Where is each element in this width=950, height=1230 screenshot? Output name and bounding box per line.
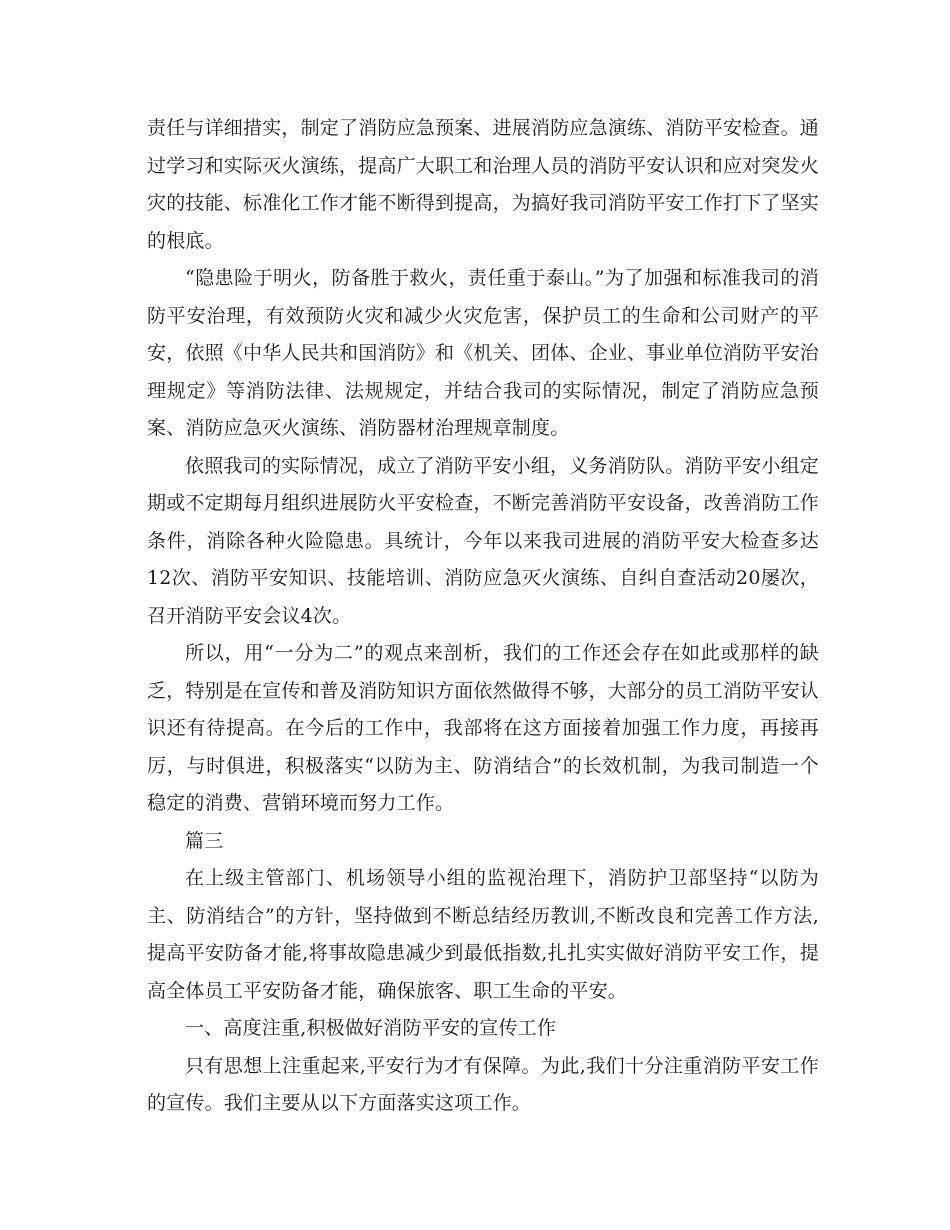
paragraph-3: 依照我司的实际情况，成立了消防平安小组，义务消防队。消防平安小组定期或不定期每月组织进展防火平安检查，不断完善消防平安设备，改善消防工作条件，消除各种火险隐患。具统计，今年以来我司进展的消防平安大检查多达12次、消防平安知识、技能培训、消防应急灭火演练、自纠自查活动20屡次，召开消防平安会议4次。: [147, 454, 820, 627]
paragraph-1: 责任与详细措实，制定了消防应急预案、进展消防应急演练、消防平安检查。通过学习和实际灭火演练，提高广大职工和治理人员的消防平安认识和应对突发火灾的技能、标准化工作才能不断得到提高，为搞好我司消防平安工作打下了坚实的根底。: [147, 117, 820, 252]
subheading-1: 一、高度注重,积极做好消防平安的宣传工作: [185, 1017, 557, 1039]
paragraph-6: 只有思想上注重起来,平安行为才有保障。为此,我们十分注重消防平安工作的宣传。我们主要从以下方面落实这项工作。: [147, 1054, 819, 1114]
paragraph-4: 所以，用“一分为二”的观点来剖析，我们的工作还会存在如此或那样的缺乏，特别是在宣传和普及消防知识方面依然做得不够，大部分的员工消防平安认识还有待提高。在今后的工作中，我部将在这方面接着加强工作力度，再接再厉，与时俱进，积极落实“以防为主、防消结合”的长效机制，为我司制造一个稳定的消费、营销环境而努力工作。: [147, 642, 820, 814]
section-heading-part-three: 篇三: [185, 829, 224, 852]
paragraph-5: 在上级主管部门、机场领导小组的监视治理下，消防护卫部坚持“以防为主、防消结合”的方针，坚持做到不断总结经历教训,不断改良和完善工作方法,提高平安防备才能,将事故隐患减少到最低指数,扎扎实实做好消防平安工作，提高全体员工平安防备才能，确保旅客、职工生命的平安。: [147, 867, 819, 1002]
paragraph-2: “隐患险于明火，防备胜于救火，责任重于泰山。”为了加强和标准我司的消防平安治理，有效预防火灾和减少火灾危害，保护员工的生命和公司财产的平安，依照《中华人民共和国消防》和《机关、团体、企业、事业单位消防平安治理规定》等消防法律、法规规定，并结合我司的实际情况，制定了消防应急预案、消防应急灭火演练、消防器材治理规章制度。: [147, 267, 820, 439]
document-body: [147, 110, 819, 1123]
